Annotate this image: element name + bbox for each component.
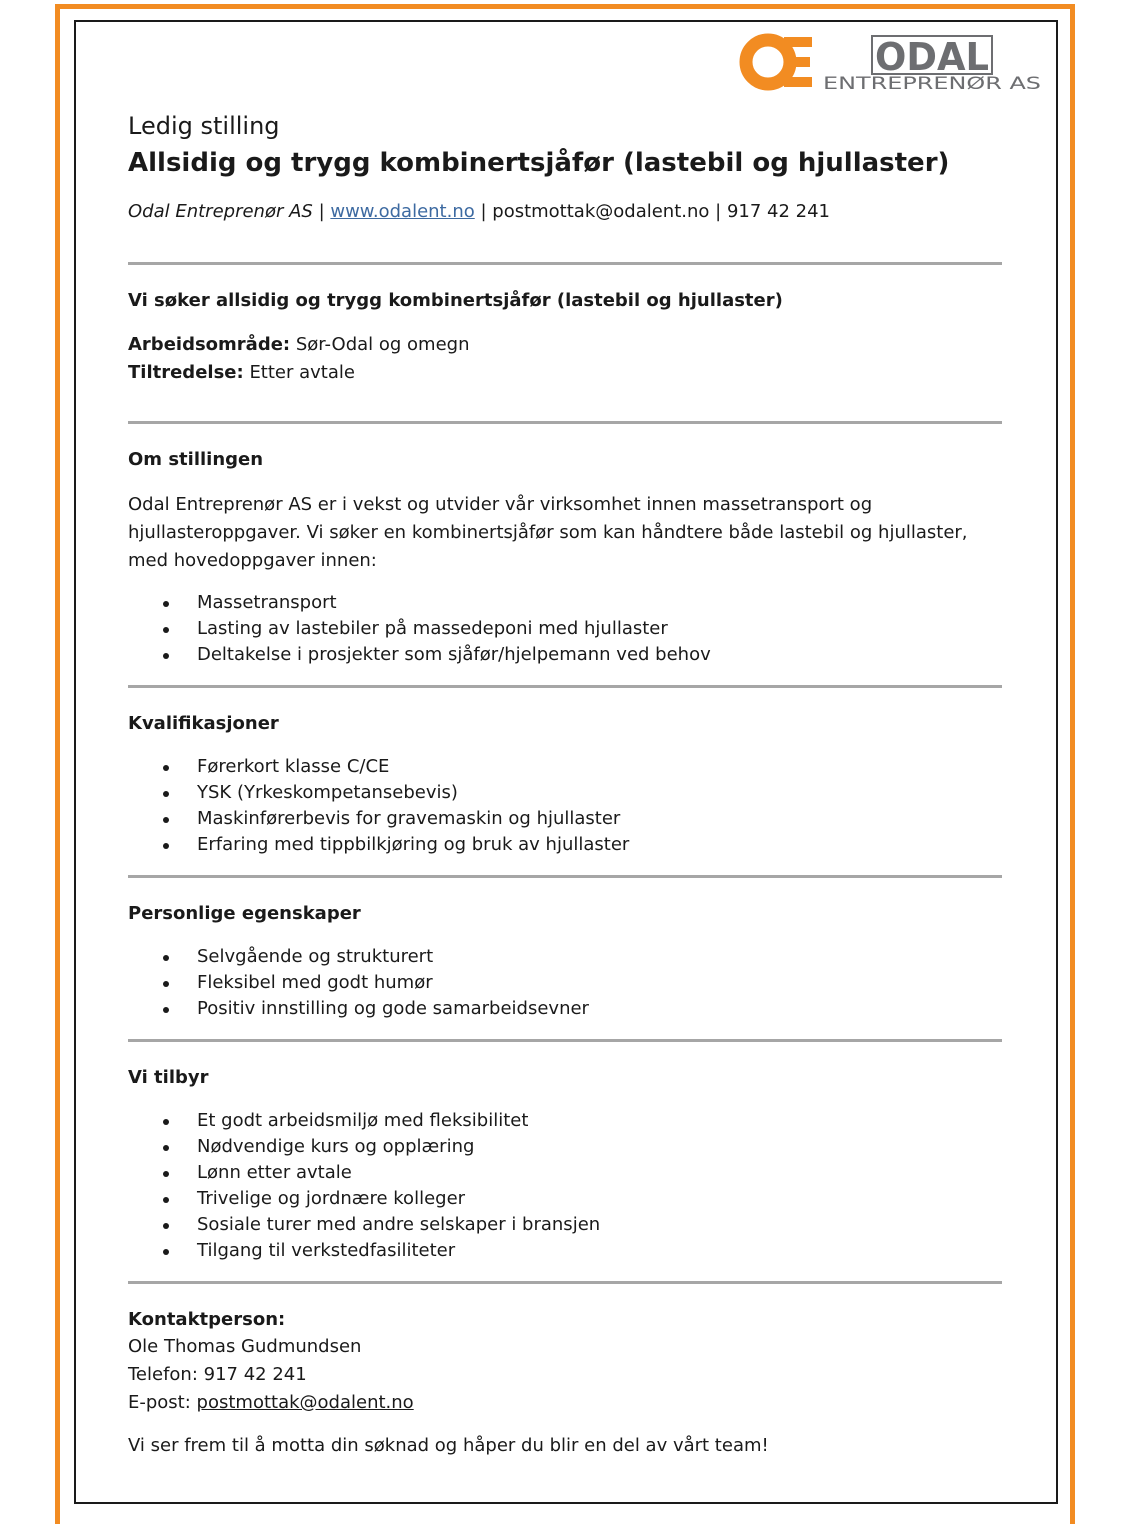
contact-heading: Kontaktperson: [128, 1309, 286, 1330]
divider [128, 1281, 1002, 1284]
offer-list [128, 1108, 1002, 1264]
qualifications-section [128, 711, 1002, 858]
list-item: Selvgående og strukturert [128, 944, 1002, 970]
contact-section [128, 1307, 1002, 1460]
header-phone: 917 42 241 [726, 201, 830, 222]
work-area-label: Arbeidsområde: [128, 334, 291, 355]
start-date-value: Etter avtale [249, 362, 355, 383]
about-list [128, 590, 1002, 668]
company-name: Odal Entreprenør AS [128, 201, 313, 222]
about-text: Odal Entreprenør AS er i vekst og utvider vår virksomhet innen massetransport og hjullasteroppgaver. Vi søker en kombinertsjåfør som kan håndtere både lastebil og hjullaster, med hovedoppgaver innen: [128, 494, 968, 571]
odal-logo [738, 30, 1048, 94]
personal-section [128, 901, 1002, 1022]
personal-list [128, 944, 1002, 1022]
work-area-value: Sør-Odal og omegn [295, 334, 470, 355]
job-ad-content [128, 108, 1002, 1460]
list-item: Sosiale turer med andre selskaper i bransjen [128, 1212, 1002, 1238]
list-item: Positiv innstilling og gode samarbeidsevner [128, 996, 1002, 1022]
offer-section [128, 1065, 1002, 1264]
logo-e-bar-bottom [784, 77, 812, 87]
header-email: postmottak@odalent.no [492, 201, 710, 222]
header-contact-line [128, 200, 1002, 224]
list-item: Maskinførerbevis for gravemaskin og hjullaster [128, 806, 1002, 832]
divider [128, 421, 1002, 424]
about-section [128, 447, 1002, 668]
contact-name: Ole Thomas Gudmundsen [128, 1336, 362, 1357]
qualifications-list [128, 754, 1002, 858]
list-item: Lasting av lastebiler på massedeponi med hjullaster [128, 616, 1002, 642]
closing-text: Vi ser frem til å motta din søknad og håper du blir en del av vårt team! [128, 1435, 769, 1456]
contact-email-row [128, 1389, 1002, 1417]
about-heading: Om stillingen [128, 449, 264, 470]
qualifications-heading: Kvalifikasjoner [128, 713, 279, 734]
list-item: Et godt arbeidsmiljø med fleksibilitet [128, 1108, 1002, 1134]
website-link[interactable]: www.odalent.no [330, 201, 475, 222]
logo-o-mark [746, 40, 790, 84]
separator: | [709, 201, 727, 222]
list-item: Erfaring med tippbilkjøring og bruk av hjullaster [128, 832, 1002, 858]
personal-heading: Personlige egenskaper [128, 903, 361, 924]
work-area-row [128, 331, 1002, 359]
separator: | [312, 201, 331, 222]
intro-heading: Vi søker allsidig og trygg kombinertsjåfør (lastebil og hjullaster) [128, 290, 783, 311]
list-item: Fleksibel med godt humør [128, 970, 1002, 996]
divider [128, 1039, 1002, 1042]
logo-subtitle-text: ENTREPRENØR AS [823, 74, 1041, 94]
contact-email-link[interactable]: postmottak@odalent.no [196, 1392, 414, 1413]
list-item: Trivelige og jordnære kolleger [128, 1186, 1002, 1212]
divider [128, 685, 1002, 688]
list-item: Lønn etter avtale [128, 1160, 1002, 1186]
list-item: Deltakelse i prosjekter som sjåfør/hjelpemann ved behov [128, 642, 1002, 668]
separator: | [474, 201, 493, 222]
divider [128, 262, 1002, 265]
start-date-row [128, 359, 1002, 387]
start-date-label: Tiltredelse: [128, 362, 244, 383]
logo-e-bar-mid [790, 57, 810, 67]
logo-e-bar-top [784, 37, 812, 47]
list-item: YSK (Yrkeskompetansebevis) [128, 780, 1002, 806]
pre-title: Ledig stilling [128, 112, 280, 140]
contact-phone: Telefon: 917 42 241 [128, 1364, 307, 1385]
contact-email-label: E-post: [128, 1392, 197, 1413]
list-item: Massetransport [128, 590, 1002, 616]
list-item: Tilgang til verkstedfasiliteter [128, 1238, 1002, 1264]
logo-brand-text: ODAL [875, 35, 989, 79]
offer-heading: Vi tilbyr [128, 1067, 209, 1088]
page-title: Allsidig og trygg kombinertsjåfør (lastebil og hjullaster) [128, 148, 950, 178]
list-item: Førerkort klasse C/CE [128, 754, 1002, 780]
divider [128, 875, 1002, 878]
list-item: Nødvendige kurs og opplæring [128, 1134, 1002, 1160]
intro-section [128, 288, 1002, 387]
